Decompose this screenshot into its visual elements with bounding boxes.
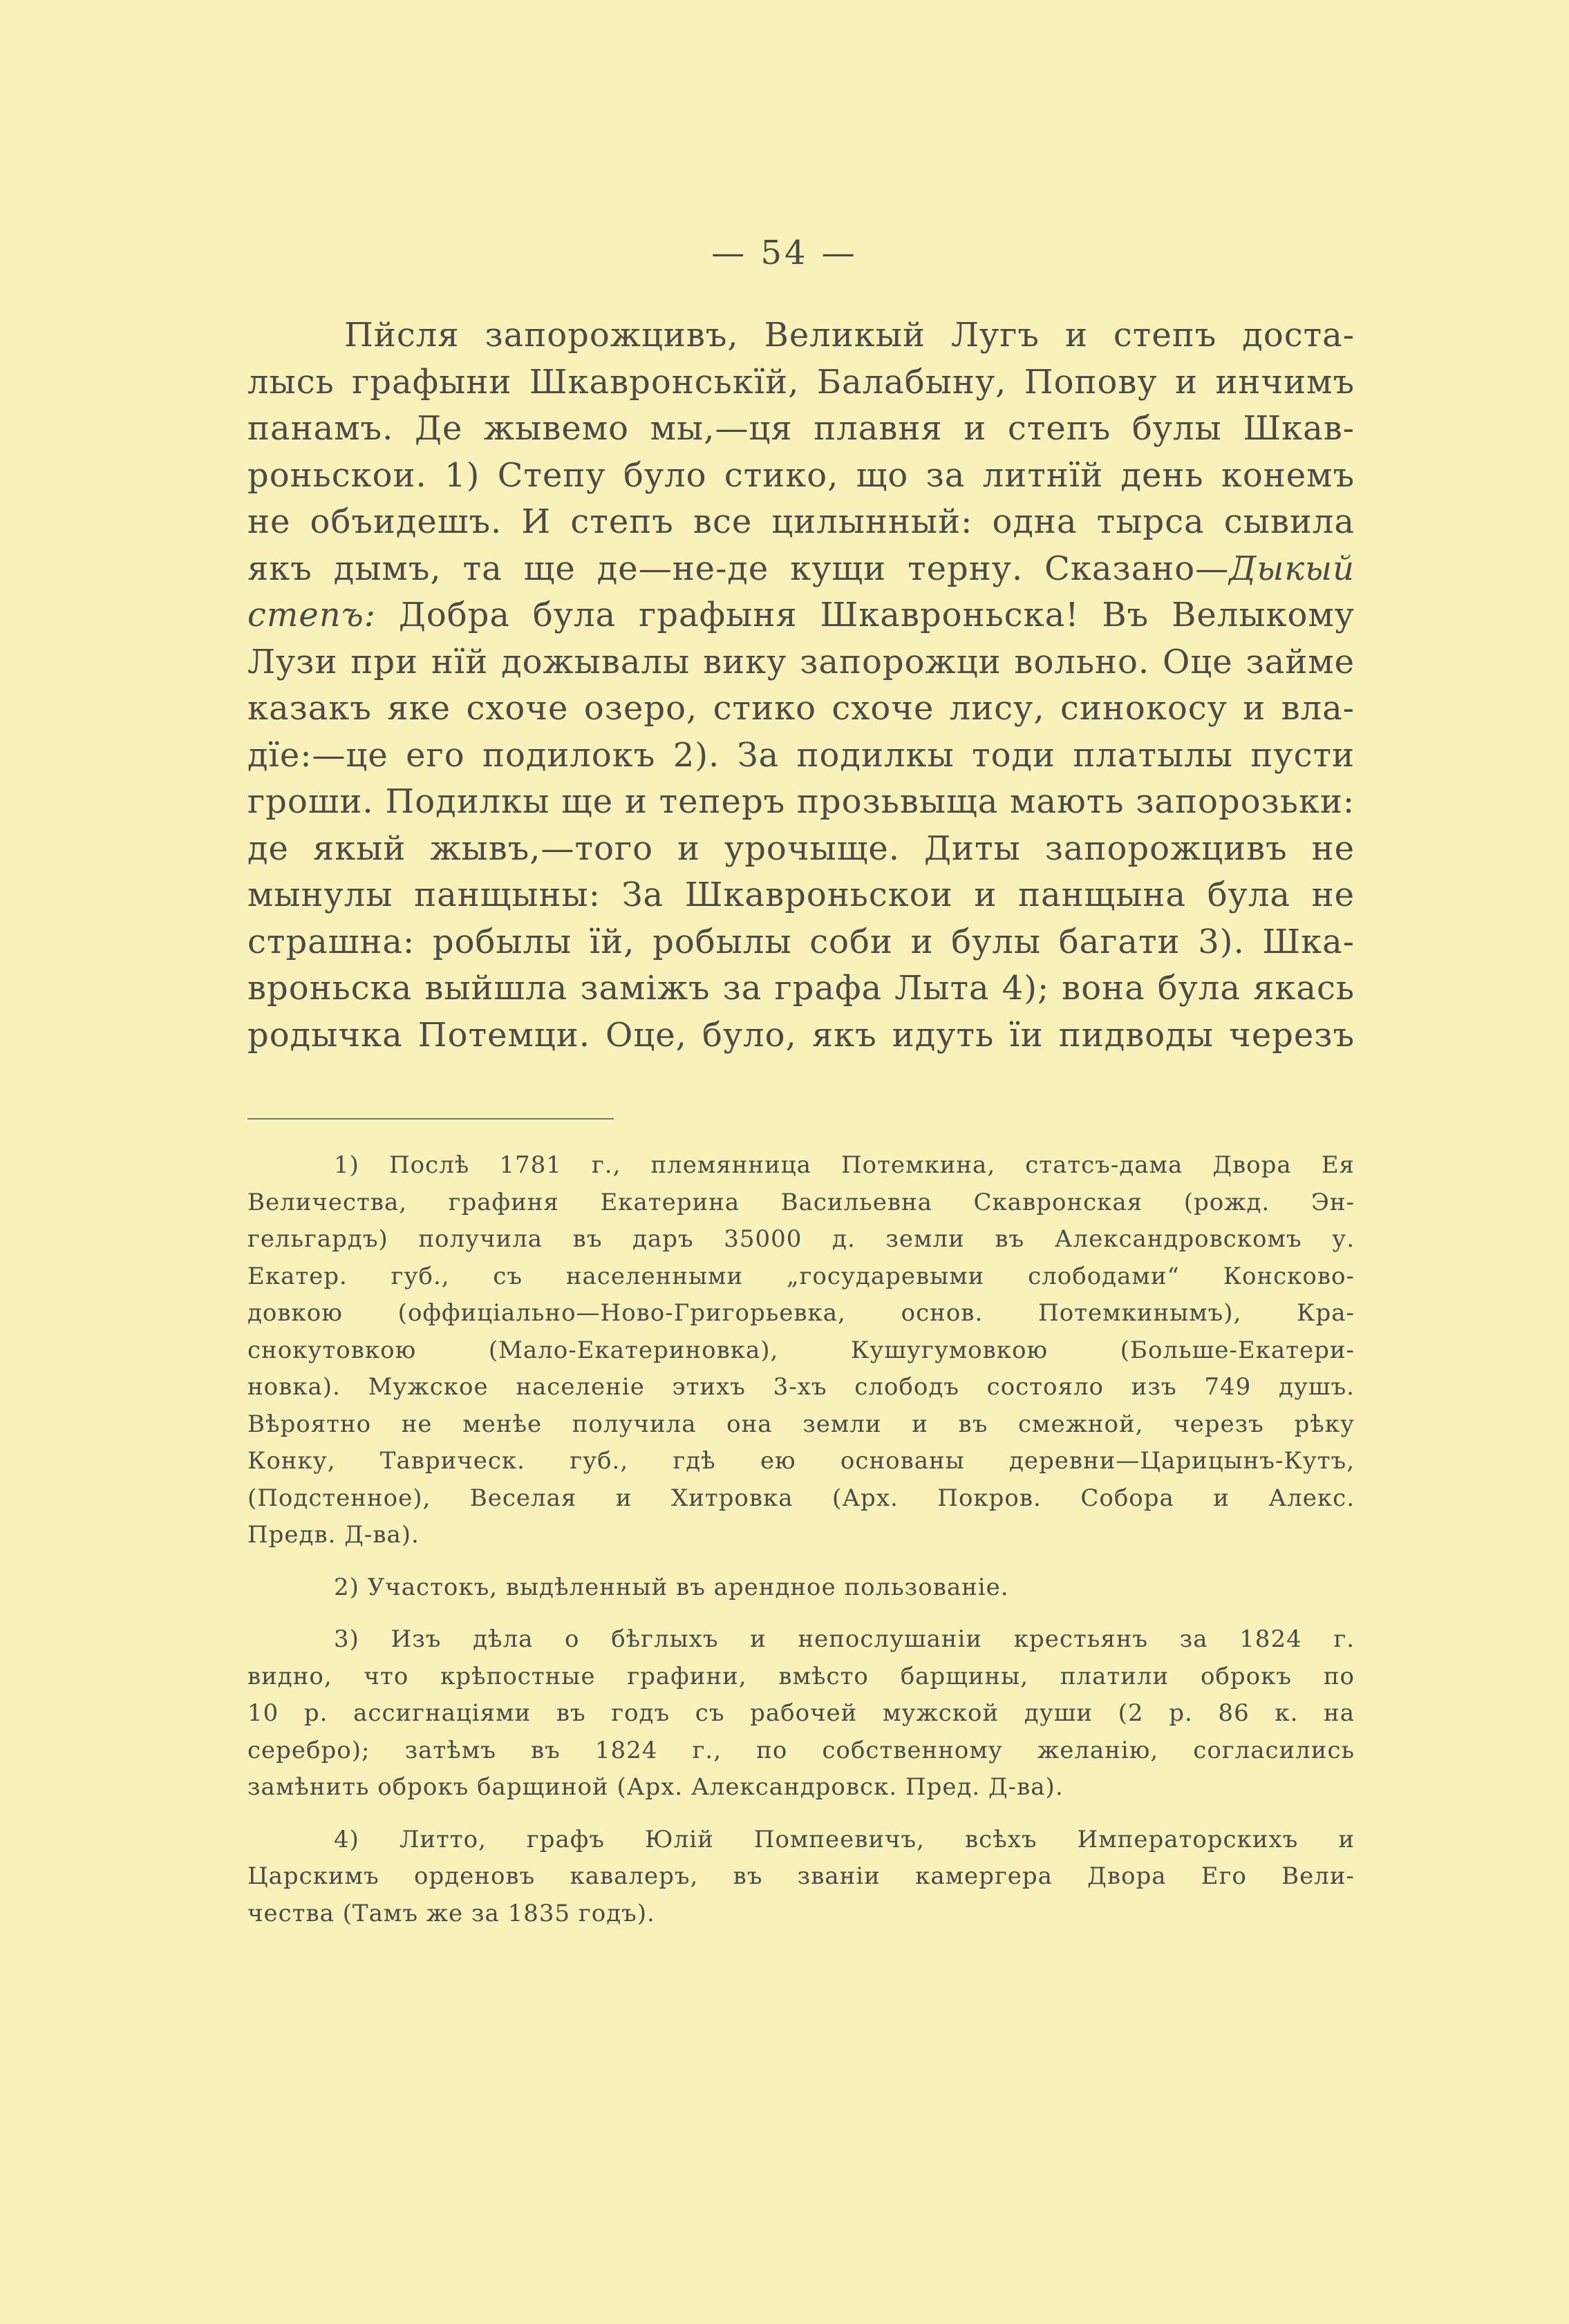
text-line: роньскои. 1) Степу було стико, що за литнїй день конемъ xyxy=(247,455,1355,495)
text-line: вроньска выйшла заміжъ за графа Лыта 4); вона була якась xyxy=(247,969,1355,1008)
text-line: Пйсля запорожцивъ, Великый Лугъ и степъ доста- xyxy=(344,316,1355,355)
text-line xyxy=(247,546,1355,593)
text-line: лысь графыни Шкавронськїй, Балабыну, Попову и инчимъ xyxy=(247,362,1355,401)
text-line: страшна: робылы їй, робылы соби и булы багати 3). Шка- xyxy=(247,922,1355,961)
footnote-line: 3) Изъ дѣла о бѣглыхъ и непослушаніи крестьянъ за 1824 г. xyxy=(334,1625,1355,1653)
footnote-2 xyxy=(247,1569,1355,1607)
footnote-4 xyxy=(247,1822,1355,1933)
footnote-line: серебро); затѣмъ въ 1824 г., по собственному желанію, согласились xyxy=(247,1736,1355,1764)
footnote-line: замѣнить оброкъ барщиной (Арх. Александровск. Пред. Д-ва). xyxy=(247,1773,1064,1801)
footnote-line: (Подстенное), Веселая и Хитровка (Арх. Покров. Собора и Алекс. xyxy=(247,1484,1355,1512)
footnote-line: Величества, графиня Екатерина Васильевна Скавронская (рожд. Эн- xyxy=(247,1188,1355,1216)
footnotes xyxy=(247,1147,1355,1947)
text-line: казакъ яке схоче озеро, стико схоче лису, синокосу и вла- xyxy=(247,689,1355,728)
text-segment: Добра була графыня Шкавроньска! Въ Велыкому xyxy=(375,596,1355,634)
footnote-line: видно, что крѣпостные графини, вмѣсто барщины, платили оброкъ по xyxy=(247,1662,1355,1690)
footnote-line: чества (Тамъ же за 1835 годъ). xyxy=(247,1899,655,1927)
footnote-line: Конку, Таврическ. губ., гдѣ ею основаны деревни—Царицынъ-Кутъ, xyxy=(247,1447,1355,1475)
footnote-line: 1) Послѣ 1781 г., племянница Потемкина, статсъ-дама Двора Ея xyxy=(334,1151,1355,1179)
footnote-1 xyxy=(247,1147,1355,1554)
italic-phrase: степъ: xyxy=(247,596,376,634)
footnote-line: гельгардъ) получила въ даръ 35000 д. земли въ Александровскомъ у. xyxy=(247,1225,1355,1253)
text-line: гроши. Подилкы ще и теперъ прозьвыща мають запорозьки: xyxy=(247,782,1355,821)
footnote-line: снокутовкою (Мало-Екатериновка), Кушугумовкою (Больше-Екатери- xyxy=(247,1336,1355,1364)
page-number: — 54 — xyxy=(711,234,858,272)
text-line xyxy=(247,592,1355,639)
text-line: Лузи при нїй дожывалы вику запорожци вольно. Оце займе xyxy=(247,642,1355,681)
footnote-line: Вѣроятно не менѣе получила она земли и въ смежной, черезъ рѣку xyxy=(247,1410,1355,1438)
text-line: родычка Потемци. Оце, було, якъ идуть їи пидводы черезъ xyxy=(247,1015,1355,1055)
text-segment: якъ дымъ, та ще де—не-де кущи терну. Сказано— xyxy=(247,549,1230,588)
footnote-line: 2) Участокъ, выдѣленный въ арендное пользованіе. xyxy=(334,1573,1009,1601)
main-text xyxy=(247,312,1355,1059)
footnote-line: Екатер. губ., съ населенными „государевыми слободами“ Консково- xyxy=(247,1262,1355,1290)
italic-phrase: Дыкый xyxy=(1229,549,1355,588)
text-line: мынулы панщыны: За Шкавроньскои и панщына була не xyxy=(247,876,1355,914)
footnote-line: Царскимъ орденовъ кавалеръ, въ званіи камергера Двора Его Вели- xyxy=(247,1862,1355,1890)
footnote-line: довкою (оффиціально—Ново-Григорьевка, основ. Потемкинымъ), Кра- xyxy=(247,1299,1355,1327)
footnote-3 xyxy=(247,1621,1355,1806)
footnote-line: новка). Мужское населеніе этихъ 3-хъ слободъ состояло изъ 749 душъ. xyxy=(247,1373,1355,1401)
text-line: не объидешъ. И степъ все цилынный: одна тырса сывила xyxy=(247,502,1355,541)
footnote-line: 4) Литто, графъ Юлій Помпеевичъ, всѣхъ Императорскихъ и xyxy=(334,1825,1355,1853)
text-line: де якый жывъ,—того и урочыще. Диты запорожцивъ не xyxy=(247,829,1355,868)
text-line: дїе:—це его подилокъ 2). За подилкы тоди платылы пусти xyxy=(247,735,1355,775)
footnote-separator xyxy=(247,1118,614,1120)
text-line: панамъ. Де жывемо мы,—ця плавня и степъ булы Шкав- xyxy=(247,409,1355,448)
footnote-line: 10 р. ассигнаціями въ годъ съ рабочей мужской души (2 р. 86 к. на xyxy=(247,1699,1355,1727)
footnote-line: Предв. Д-ва). xyxy=(247,1521,420,1549)
